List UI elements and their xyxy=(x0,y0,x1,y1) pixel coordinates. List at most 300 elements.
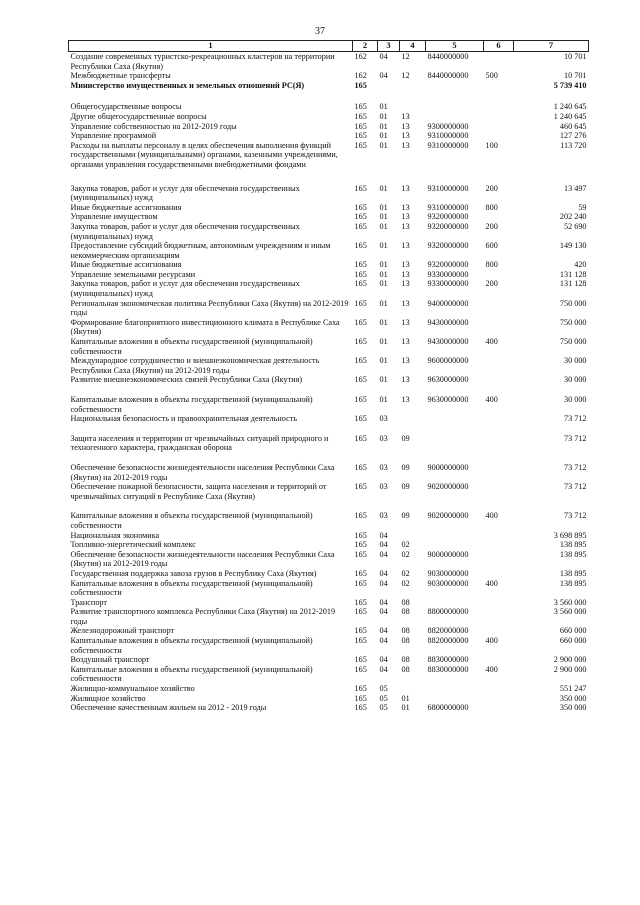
row-name: Международное сотрудничество и внешнеэкономическая деятельность Республики Саха (Якутия) на 2012-2019 годы xyxy=(70,356,320,375)
row-code-section xyxy=(378,81,400,91)
row-code-section: 01 xyxy=(379,356,388,366)
row-amount: 138 895 xyxy=(559,540,587,550)
row-name: Межбюджетные трансферты xyxy=(70,71,171,81)
row-name: Топливно-энергетический комплекс xyxy=(70,540,196,550)
table-row xyxy=(69,222,589,241)
row-code-target xyxy=(426,694,484,704)
row-code-section: 04 xyxy=(379,578,388,588)
row-name: Транспорт xyxy=(70,597,107,607)
table-row xyxy=(69,655,589,665)
row-code-target: 9300000000 xyxy=(427,121,469,131)
row-code-expense-type xyxy=(484,102,514,112)
table-row xyxy=(69,356,589,375)
row-amount: 2 900 000 xyxy=(553,655,587,665)
row-name: Капитальные вложения в объекты государственной (муниципальной) собственности xyxy=(70,664,313,684)
row-name: Управление программой xyxy=(70,131,157,141)
row-code-subsection: 13 xyxy=(401,111,410,121)
row-name: Обеспечение безопасности жизнедеятельности населения Республики Саха (Якутия) на 2012-2019 годы xyxy=(70,549,335,569)
row-code-subsection xyxy=(400,414,426,424)
row-code-target xyxy=(426,112,484,122)
table-row xyxy=(69,81,589,91)
row-code-ministry: 165 xyxy=(354,140,367,150)
row-name: Управление собственностью на 2012-2019 годы xyxy=(70,121,237,131)
row-amount: 10 701 xyxy=(563,52,587,61)
row-code-expense-type xyxy=(484,434,514,453)
row-code-target: 9320000000 xyxy=(427,212,469,222)
row-code-target: 9320000000 xyxy=(427,241,469,251)
row-name: Региональная экономическая политика Республики Саха (Якутия) на 2012-2019 годы xyxy=(70,298,349,318)
row-code-expense-type: 200 xyxy=(485,279,498,289)
row-code-section: 03 xyxy=(379,414,388,424)
row-code-section: 01 xyxy=(379,111,388,121)
row-code-section: 04 xyxy=(379,655,388,665)
row-code-target: 9330000000 xyxy=(427,279,469,289)
row-code-section: 04 xyxy=(379,636,388,646)
row-code-section: 01 xyxy=(379,221,388,231)
row-code-section: 01 xyxy=(379,279,388,289)
row-spacer-cell xyxy=(69,453,589,463)
row-amount: 73 712 xyxy=(563,482,587,492)
row-code-section: 03 xyxy=(379,433,388,443)
header-col-5: 5 xyxy=(426,41,484,52)
row-code-ministry: 165 xyxy=(354,597,367,607)
row-amount: 750 000 xyxy=(559,298,587,308)
table-row xyxy=(69,684,589,694)
table-row xyxy=(69,463,589,482)
row-amount: 131 128 xyxy=(559,269,587,279)
table-row xyxy=(69,607,589,626)
row-amount: 149 130 xyxy=(559,241,587,251)
row-code-target: 8800000000 xyxy=(427,607,469,617)
row-code-ministry: 165 xyxy=(354,298,367,308)
row-code-section: 01 xyxy=(379,183,388,193)
row-amount: 660 000 xyxy=(559,636,587,646)
row-code-section: 05 xyxy=(379,703,388,713)
row-amount: 30 000 xyxy=(563,395,587,404)
row-code-target: 9430000000 xyxy=(427,317,469,327)
row-code-target: 9000000000 xyxy=(427,549,469,559)
row-amount: 13 497 xyxy=(563,183,587,193)
row-code-ministry: 165 xyxy=(354,80,367,90)
row-name: Железнодорожный транспорт xyxy=(70,626,175,636)
row-code-section: 03 xyxy=(379,482,388,492)
header-col-1: 1 xyxy=(69,41,353,52)
row-code-ministry: 165 xyxy=(354,241,367,251)
row-code-expense-type xyxy=(484,531,514,541)
table-row xyxy=(69,375,589,385)
row-code-expense-type xyxy=(484,598,514,608)
row-code-ministry: 165 xyxy=(354,511,367,521)
row-amount: 660 000 xyxy=(559,626,587,636)
header-col-4: 4 xyxy=(400,41,426,52)
row-code-section: 01 xyxy=(379,260,388,270)
row-code-target: 8820000000 xyxy=(427,626,469,636)
table-row xyxy=(69,482,589,501)
row-name: Воздушный транспорт xyxy=(70,655,150,665)
row-code-expense-type xyxy=(484,540,514,550)
row-name: Создание современных туристско-рекреационных кластеров на территории Республики Саха (Якутия) xyxy=(70,52,335,71)
row-name: Предоставление субсидий бюджетным, автономным учреждениям и иным некоммерческим организациям xyxy=(70,241,331,260)
row-code-subsection: 08 xyxy=(401,607,410,617)
row-code-subsection: 09 xyxy=(401,511,410,521)
row-code-subsection: 13 xyxy=(401,298,410,308)
header-col-6: 6 xyxy=(484,41,514,52)
row-name: Капитальные вложения в объекты государственной (муниципальной) собственности xyxy=(70,511,313,530)
row-code-section: 04 xyxy=(379,568,388,578)
row-code-section: 04 xyxy=(379,607,388,617)
row-code-section: 01 xyxy=(379,298,388,308)
header-col-3: 3 xyxy=(378,41,400,52)
row-code-expense-type xyxy=(484,131,514,141)
row-code-ministry: 165 xyxy=(354,462,367,472)
row-name: Закупка товаров, работ и услуг для обеспечения государственных (муниципальных) нужд xyxy=(70,279,300,299)
row-code-subsection xyxy=(400,102,426,112)
row-code-subsection: 13 xyxy=(401,279,410,289)
row-code-section: 01 xyxy=(379,375,388,385)
row-code-target xyxy=(426,540,484,550)
row-code-expense-type: 400 xyxy=(485,636,498,646)
row-code-expense-type xyxy=(484,626,514,636)
row-amount: 2 900 000 xyxy=(553,664,587,674)
row-code-ministry: 165 xyxy=(354,664,367,674)
row-code-ministry: 165 xyxy=(354,568,367,578)
row-code-target: 9320000000 xyxy=(427,260,469,270)
row-code-section: 01 xyxy=(379,131,388,141)
row-code-subsection: 13 xyxy=(401,375,410,385)
row-code-subsection: 09 xyxy=(401,482,410,492)
row-code-ministry: 165 xyxy=(354,433,367,443)
row-name: Расходы на выплаты персоналу в целях обеспечения выполнения функций государственными (муниципальными) органами, казенными учреждениями, органами управления государственными внебюджетными фондами xyxy=(70,140,338,169)
row-code-expense-type: 500 xyxy=(485,71,498,81)
row-code-target xyxy=(426,434,484,453)
row-code-section: 04 xyxy=(379,540,388,550)
table-row xyxy=(69,141,589,170)
table-row xyxy=(69,122,589,132)
row-name: Жилищно-коммунальное хозяйство xyxy=(70,684,195,694)
row-code-section: 01 xyxy=(379,140,388,150)
row-code-ministry: 165 xyxy=(354,356,367,366)
row-name: Защита населения и территории от чрезвычайных ситуаций природного и техногенного характера, гражданская оборона xyxy=(70,433,329,453)
row-name: Формирование благоприятного инвестиционного климата в Республике Саха (Якутия) xyxy=(70,317,340,337)
table-row xyxy=(69,511,589,530)
table-row xyxy=(69,531,589,541)
row-code-ministry: 165 xyxy=(354,684,367,694)
row-code-section: 01 xyxy=(379,121,388,131)
row-code-section: 01 xyxy=(379,212,388,222)
row-code-expense-type: 400 xyxy=(485,395,498,404)
row-code-expense-type: 400 xyxy=(485,578,498,588)
row-code-subsection: 08 xyxy=(401,664,410,674)
table-row xyxy=(69,414,589,424)
row-spacer xyxy=(69,424,589,434)
table-row xyxy=(69,694,589,704)
row-code-target: 9630000000 xyxy=(427,395,469,404)
row-spacer xyxy=(69,170,589,184)
row-amount: 350 000 xyxy=(559,693,587,703)
row-code-target xyxy=(426,81,484,91)
row-code-subsection: 08 xyxy=(401,597,410,607)
row-code-ministry: 165 xyxy=(354,111,367,121)
row-name: Государственная поддержка завоза грузов в Республику Саха (Якутия) xyxy=(70,568,317,578)
row-code-expense-type xyxy=(484,463,514,482)
row-code-expense-type xyxy=(484,318,514,337)
row-amount: 10 701 xyxy=(563,71,587,81)
row-name: Развитие внешнеэкономических связей Республики Саха (Якутия) xyxy=(70,375,303,385)
row-code-subsection: 02 xyxy=(401,549,410,559)
row-code-section: 03 xyxy=(379,462,388,472)
table-row xyxy=(69,626,589,636)
table-row xyxy=(69,703,589,713)
table-row xyxy=(69,636,589,655)
row-code-expense-type xyxy=(484,212,514,222)
row-spacer xyxy=(69,501,589,511)
row-name: Общегосударственные вопросы xyxy=(70,102,182,112)
row-code-expense-type xyxy=(484,356,514,375)
row-code-ministry: 165 xyxy=(354,375,367,385)
row-name: Другие общегосударственные вопросы xyxy=(70,111,207,121)
row-code-expense-type xyxy=(484,299,514,318)
row-code-expense-type xyxy=(484,607,514,626)
row-code-target: 9030000000 xyxy=(427,568,469,578)
row-amount: 131 128 xyxy=(559,279,587,289)
row-code-target xyxy=(426,684,484,694)
row-amount: 73 712 xyxy=(563,414,587,424)
row-code-subsection: 13 xyxy=(401,337,410,347)
row-code-ministry: 165 xyxy=(354,636,367,646)
row-code-section: 01 xyxy=(379,202,388,212)
table-row xyxy=(69,434,589,453)
row-name: Капитальные вложения в объекты государственной (муниципальной) собственности xyxy=(70,337,313,356)
row-code-target: 9630000000 xyxy=(427,375,469,385)
row-code-ministry: 165 xyxy=(354,212,367,222)
table-row xyxy=(69,279,589,298)
row-code-expense-type xyxy=(484,482,514,501)
row-code-subsection xyxy=(400,81,426,91)
row-amount: 5 739 410 xyxy=(553,80,587,90)
row-code-ministry: 165 xyxy=(354,578,367,588)
row-code-subsection: 08 xyxy=(401,636,410,646)
row-code-section: 04 xyxy=(379,549,388,559)
row-code-expense-type xyxy=(484,550,514,569)
row-code-target: 8820000000 xyxy=(427,636,469,646)
table-row xyxy=(69,598,589,608)
row-code-subsection: 13 xyxy=(401,202,410,212)
row-code-subsection: 01 xyxy=(401,693,410,703)
row-code-expense-type: 600 xyxy=(485,241,498,251)
row-name: Закупка товаров, работ и услуг для обеспечения государственных (муниципальных) нужд xyxy=(70,183,300,203)
row-amount: 3 560 000 xyxy=(553,597,587,607)
row-code-target: 9400000000 xyxy=(427,298,469,308)
row-code-subsection: 12 xyxy=(401,52,410,61)
table-header-row xyxy=(69,41,589,52)
row-code-expense-type xyxy=(484,655,514,665)
row-name: Жилищное хозяйство xyxy=(70,693,146,703)
row-code-ministry: 165 xyxy=(354,121,367,131)
row-code-target: 9310000000 xyxy=(427,140,469,150)
row-code-expense-type xyxy=(484,375,514,385)
row-code-target: 9020000000 xyxy=(427,511,469,521)
row-code-target: 8830000000 xyxy=(427,664,469,674)
row-amount: 127 276 xyxy=(559,131,587,141)
row-name: Национальная безопасность и правоохранительная деятельность xyxy=(70,414,298,424)
row-code-subsection: 12 xyxy=(401,71,410,81)
row-code-expense-type xyxy=(484,414,514,424)
row-code-ministry: 165 xyxy=(354,337,367,347)
row-code-ministry: 165 xyxy=(354,279,367,289)
row-amount: 3 698 895 xyxy=(553,530,587,540)
row-amount: 202 240 xyxy=(559,212,587,222)
table-row xyxy=(69,131,589,141)
row-code-subsection: 02 xyxy=(401,578,410,588)
row-spacer-cell xyxy=(69,424,589,434)
row-name: Управление имуществом xyxy=(70,212,158,222)
row-code-section: 01 xyxy=(379,337,388,347)
table-row xyxy=(69,241,589,260)
table-row xyxy=(69,260,589,270)
row-code-section: 04 xyxy=(379,664,388,674)
row-code-section: 04 xyxy=(379,597,388,607)
row-code-section: 04 xyxy=(379,626,388,636)
row-code-expense-type: 400 xyxy=(485,337,498,347)
budget-table xyxy=(68,40,589,713)
row-code-subsection xyxy=(400,684,426,694)
row-code-section: 04 xyxy=(379,530,388,540)
row-code-subsection: 13 xyxy=(401,140,410,150)
row-code-target: 8830000000 xyxy=(427,655,469,665)
row-code-ministry: 165 xyxy=(354,693,367,703)
row-name: Закупка товаров, работ и услуг для обеспечения государственных (муниципальных) нужд xyxy=(70,221,300,241)
row-code-expense-type xyxy=(484,703,514,713)
row-code-ministry: 165 xyxy=(354,482,367,492)
row-code-expense-type: 400 xyxy=(485,664,498,674)
row-code-subsection: 13 xyxy=(401,121,410,131)
row-code-target: 6800000000 xyxy=(427,703,469,713)
row-code-ministry: 165 xyxy=(354,703,367,713)
row-code-expense-type: 400 xyxy=(485,511,498,521)
row-code-subsection: 13 xyxy=(401,183,410,193)
table-row xyxy=(69,395,589,414)
row-amount: 750 000 xyxy=(559,337,587,347)
row-code-target: 9000000000 xyxy=(427,462,469,472)
row-code-ministry: 165 xyxy=(354,221,367,231)
row-amount: 420 xyxy=(574,260,587,270)
row-amount: 350 000 xyxy=(559,703,587,713)
row-spacer-cell xyxy=(69,501,589,511)
header-col-7: 7 xyxy=(514,41,589,52)
row-code-ministry: 165 xyxy=(354,269,367,279)
row-code-target: 9020000000 xyxy=(427,482,469,492)
row-code-ministry: 165 xyxy=(354,202,367,212)
row-code-ministry: 165 xyxy=(354,102,367,112)
row-code-expense-type xyxy=(484,694,514,704)
row-amount: 750 000 xyxy=(559,317,587,327)
row-code-section: 01 xyxy=(379,395,388,404)
row-code-target: 9330000000 xyxy=(427,269,469,279)
row-amount: 30 000 xyxy=(563,356,587,366)
row-name: Капитальные вложения в объекты государственной (муниципальной) собственности xyxy=(70,636,313,655)
row-name: Национальная экономика xyxy=(70,530,160,540)
row-code-ministry: 165 xyxy=(354,530,367,540)
row-code-subsection: 09 xyxy=(401,433,410,443)
table-row xyxy=(69,579,589,598)
table-row xyxy=(69,52,589,72)
row-code-expense-type xyxy=(484,52,514,72)
row-amount: 1 240 645 xyxy=(553,111,587,121)
row-code-subsection: 13 xyxy=(401,269,410,279)
table-row xyxy=(69,102,589,112)
table-row xyxy=(69,665,589,684)
row-amount: 3 560 000 xyxy=(553,607,587,617)
row-name: Иные бюджетные ассигнования xyxy=(70,202,182,212)
row-code-section: 04 xyxy=(379,52,388,61)
row-code-target xyxy=(426,414,484,424)
row-name: Капитальные вложения в объекты государственной (муниципальной) собственности xyxy=(70,578,313,598)
row-code-target: 9600000000 xyxy=(427,356,469,366)
row-code-expense-type: 800 xyxy=(485,202,498,212)
row-code-target: 9310000000 xyxy=(427,131,469,141)
row-amount: 73 712 xyxy=(563,433,587,443)
row-amount: 73 712 xyxy=(563,462,587,472)
row-code-ministry: 165 xyxy=(354,414,367,424)
row-code-ministry: 165 xyxy=(354,540,367,550)
table-body xyxy=(69,52,589,713)
row-code-subsection: 13 xyxy=(401,241,410,251)
row-code-target: 8440000000 xyxy=(427,52,469,61)
row-code-subsection: 13 xyxy=(401,212,410,222)
row-code-ministry: 165 xyxy=(354,317,367,327)
row-amount: 1 240 645 xyxy=(553,102,587,112)
row-code-ministry: 165 xyxy=(354,183,367,193)
row-code-expense-type xyxy=(484,112,514,122)
row-code-section: 04 xyxy=(379,71,388,81)
table-row xyxy=(69,112,589,122)
row-code-subsection: 09 xyxy=(401,462,410,472)
row-code-subsection: 13 xyxy=(401,317,410,327)
row-name: Капитальные вложения в объекты государственной (муниципальной) собственности xyxy=(70,395,313,414)
row-amount: 460 645 xyxy=(559,121,587,131)
row-amount: 551 247 xyxy=(559,684,587,694)
row-code-expense-type: 200 xyxy=(485,183,498,193)
row-code-ministry: 165 xyxy=(354,655,367,665)
row-amount: 138 895 xyxy=(559,568,587,578)
row-code-subsection: 13 xyxy=(401,221,410,231)
table-row xyxy=(69,540,589,550)
row-code-target: 9310000000 xyxy=(427,202,469,212)
row-code-section: 05 xyxy=(379,693,388,703)
row-code-subsection xyxy=(400,531,426,541)
row-spacer-cell xyxy=(69,170,589,184)
row-amount: 73 712 xyxy=(563,511,587,521)
table-row xyxy=(69,569,589,579)
row-code-ministry: 162 xyxy=(354,71,367,81)
row-amount: 138 895 xyxy=(559,549,587,559)
table-row xyxy=(69,203,589,213)
row-code-ministry: 165 xyxy=(354,607,367,617)
row-code-section: 01 xyxy=(379,241,388,251)
row-amount: 59 xyxy=(578,202,587,212)
row-code-expense-type: 100 xyxy=(485,140,498,150)
row-code-target: 9030000000 xyxy=(427,578,469,588)
row-code-target: 9310000000 xyxy=(427,183,469,193)
row-spacer-cell xyxy=(69,385,589,395)
table-row xyxy=(69,337,589,356)
row-code-subsection: 01 xyxy=(401,703,410,713)
row-code-subsection: 13 xyxy=(401,131,410,141)
row-code-subsection: 02 xyxy=(401,540,410,550)
row-code-subsection: 08 xyxy=(401,655,410,665)
table-row xyxy=(69,212,589,222)
row-code-target: 9430000000 xyxy=(427,337,469,347)
